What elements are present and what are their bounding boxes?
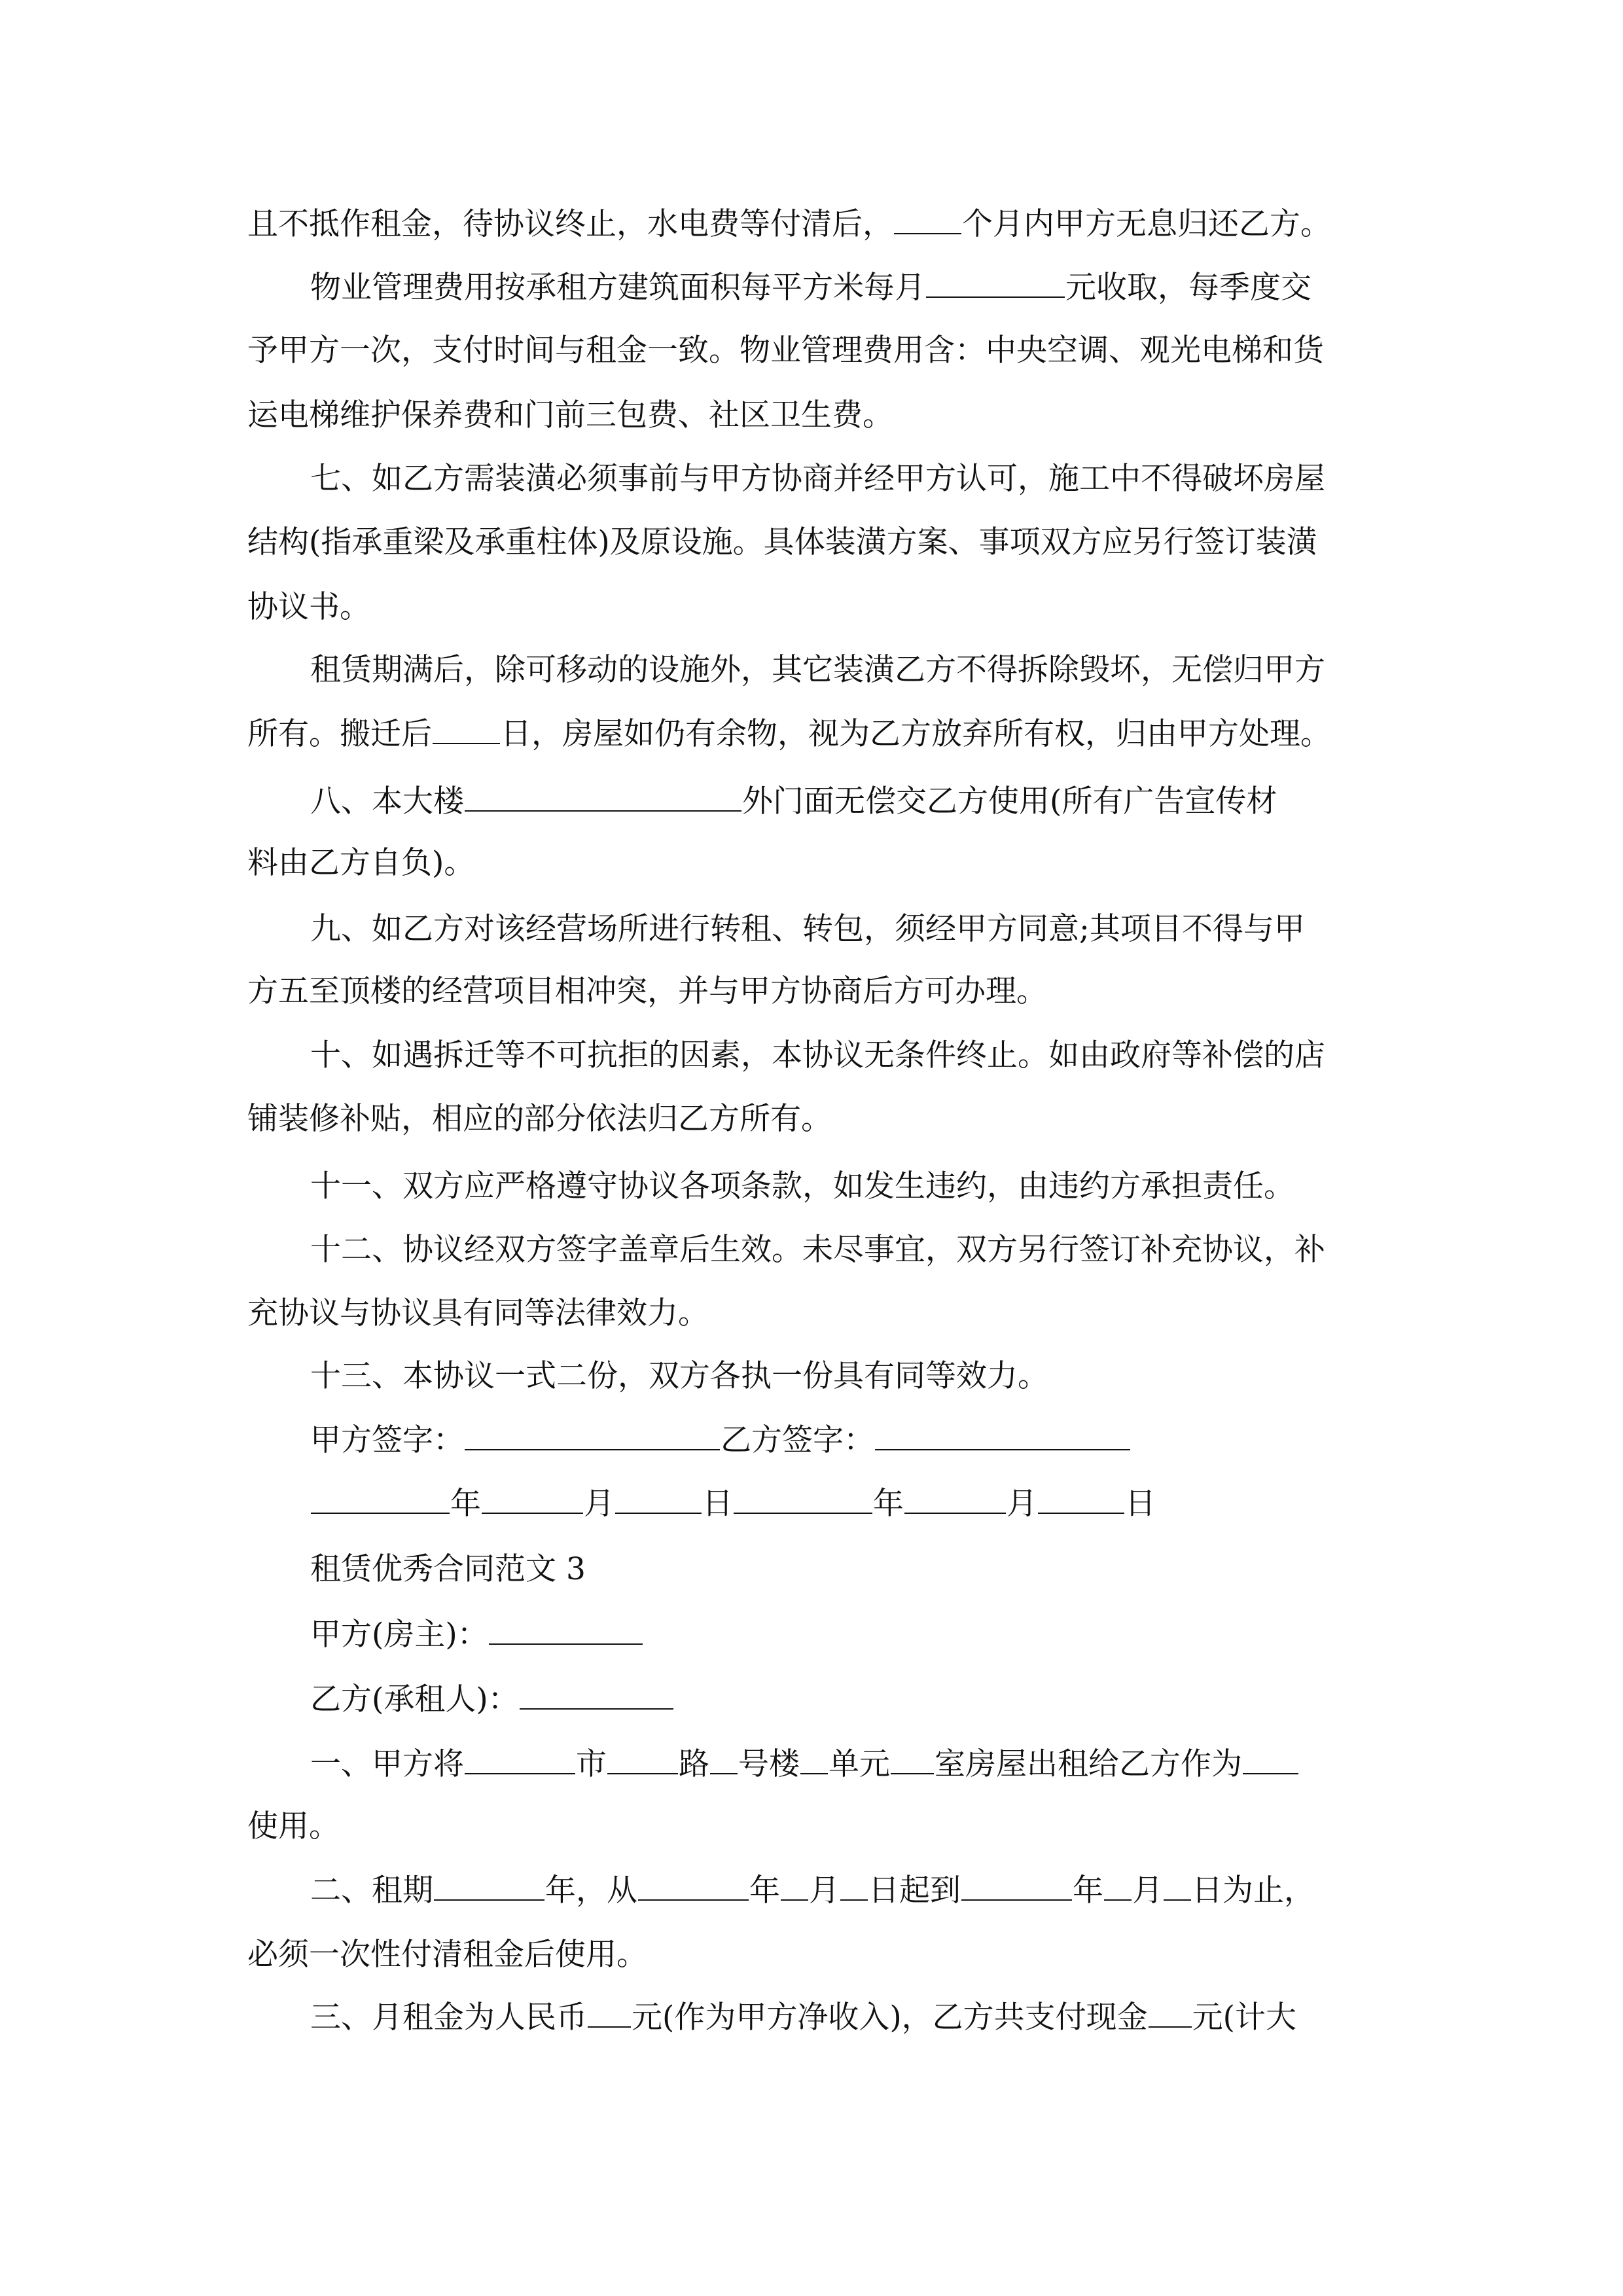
fill-in-blank — [710, 1744, 738, 1774]
fill-in-blank — [961, 1871, 1072, 1901]
fill-in-blank — [638, 1871, 749, 1901]
text-segment: 单元 — [829, 1746, 890, 1782]
text-segment: 八、本大楼 — [310, 783, 464, 819]
text-segment: 租赁期满后，除可移动的设施外，其它装潢乙方不得拆除毁坏，无偿归甲方 — [310, 652, 1325, 688]
text-segment: 月 — [809, 1873, 840, 1909]
fill-in-blank — [311, 1484, 450, 1514]
fill-in-blank — [1149, 1998, 1192, 2028]
fill-in-blank — [891, 1744, 934, 1774]
text-segment: 日 — [1125, 1486, 1156, 1522]
text-line — [247, 523, 1317, 562]
text-segment: 使用。 — [247, 1808, 340, 1844]
text-segment: 元(计大 — [1192, 2000, 1297, 2036]
fill-in-blank — [840, 1871, 868, 1901]
fill-in-blank — [607, 1744, 678, 1774]
fill-in-blank — [588, 1998, 631, 2028]
text-line — [310, 781, 1277, 821]
text-line — [310, 1420, 1131, 1460]
text-segment: 结构(指承重梁及承重柱体)及原设施。具体装潢方案、事项双方应另行签订装潢 — [247, 524, 1317, 560]
text-segment: 乙方签字： — [721, 1422, 874, 1458]
fill-in-blank — [615, 1484, 702, 1514]
fill-in-blank — [434, 1871, 544, 1901]
text-segment: 十三、本协议一式二份，双方各执一份具有同等效力。 — [310, 1358, 1048, 1394]
text-segment: 料由乙方自负)。 — [247, 845, 475, 881]
text-line — [247, 204, 1331, 244]
text-line — [247, 1807, 340, 1846]
text-line — [247, 972, 1047, 1011]
text-segment: 十、如遇拆迁等不可抗拒的因素，本协议无条件终止。如由政府等补偿的店 — [310, 1037, 1325, 1073]
text-line — [310, 1744, 1299, 1784]
text-segment: 日 — [702, 1486, 733, 1522]
text-segment: 日为止， — [1192, 1873, 1315, 1909]
text-segment: 个月内甲方无息归还乙方。 — [962, 206, 1331, 242]
fill-in-blank — [875, 1420, 1130, 1450]
text-segment: 七、如乙方需装潢必须事前与甲方协商并经甲方认可，施工中不得破坏房屋 — [310, 461, 1325, 497]
text-segment: 甲方签字： — [310, 1422, 464, 1458]
text-line — [247, 396, 893, 435]
text-line — [247, 588, 370, 627]
text-segment: 年 — [450, 1486, 481, 1522]
text-segment: 外门面无偿交乙方使用(所有广告宣传材 — [742, 783, 1277, 819]
text-segment: 甲方(房主)： — [310, 1617, 488, 1653]
text-line — [310, 459, 1325, 499]
fill-in-blank — [465, 781, 741, 812]
text-segment: 三、月租金为人民币 — [310, 2000, 587, 2036]
text-segment: 日起到 — [868, 1873, 961, 1909]
text-segment: 年 — [749, 1873, 780, 1909]
text-line — [247, 1100, 832, 1139]
text-segment: 元(作为甲方净收入)，乙方共支付现金 — [632, 2000, 1148, 2036]
text-line — [310, 1550, 586, 1589]
text-line — [247, 844, 474, 883]
text-segment: 元收取，每季度交 — [1065, 270, 1311, 306]
fill-in-blank — [489, 1615, 643, 1645]
fill-in-blank — [465, 1420, 720, 1450]
text-line — [310, 1167, 1294, 1206]
text-segment: 年，从 — [545, 1873, 637, 1909]
text-segment: 月 — [1007, 1486, 1037, 1522]
text-segment: 号楼 — [738, 1746, 800, 1782]
text-segment: 年 — [1073, 1873, 1103, 1909]
text-segment: 市 — [576, 1746, 607, 1782]
text-line — [310, 1615, 643, 1655]
text-segment: 二、租期 — [310, 1873, 433, 1909]
text-segment: 月 — [1132, 1873, 1163, 1909]
text-segment: 协议书。 — [247, 589, 370, 625]
text-segment: 方五至顶楼的经营项目相冲突，并与甲方协商后方可办理。 — [247, 973, 1047, 1009]
text-line — [310, 1871, 1315, 1910]
fill-in-blank — [1164, 1871, 1191, 1901]
fill-in-blank — [800, 1744, 828, 1774]
text-segment: 必须一次性付清租金后使用。 — [247, 1937, 647, 1973]
fill-in-blank — [926, 268, 1065, 298]
text-line — [310, 1679, 674, 1719]
text-line — [310, 1230, 1325, 1270]
text-segment: 且不抵作租金，待协议终止，水电费等付清后， — [247, 206, 893, 242]
text-line — [310, 1357, 1048, 1396]
text-segment: 年 — [873, 1486, 904, 1522]
text-line — [310, 1998, 1296, 2037]
text-line — [247, 714, 1331, 754]
text-segment: 租赁优秀合同范文 3 — [310, 1551, 586, 1587]
text-segment: 乙方(承租人)： — [310, 1681, 519, 1717]
fill-in-blank — [734, 1484, 872, 1514]
text-line — [310, 268, 1311, 308]
fill-in-blank — [1104, 1871, 1132, 1901]
fill-in-blank — [894, 204, 961, 234]
fill-in-blank — [482, 1484, 583, 1514]
text-line — [247, 1935, 647, 1975]
text-line — [310, 1484, 1156, 1524]
text-segment: 日，房屋如仍有余物，视为乙方放弃所有权，归由甲方处理。 — [501, 716, 1331, 752]
text-segment: 室房屋出租给乙方作为 — [935, 1746, 1242, 1782]
text-line — [310, 651, 1325, 690]
fill-in-blank — [520, 1679, 673, 1710]
text-segment: 月 — [584, 1486, 615, 1522]
text-line — [310, 910, 1305, 949]
fill-in-blank — [781, 1871, 808, 1901]
text-segment: 一、甲方将 — [310, 1746, 464, 1782]
fill-in-blank — [1038, 1484, 1124, 1514]
text-segment: 铺装修补贴，相应的部分依法归乙方所有。 — [247, 1101, 832, 1137]
fill-in-blank — [465, 1744, 575, 1774]
text-line — [310, 1036, 1325, 1075]
text-segment: 九、如乙方对该经营场所进行转租、转包，须经甲方同意;其项目不得与甲 — [310, 911, 1305, 947]
text-segment: 十一、双方应严格遵守协议各项条款，如发生违约，由违约方承担责任。 — [310, 1168, 1294, 1204]
text-segment: 十二、协议经双方签字盖章后生效。未尽事宜，双方另行签订补充协议，补 — [310, 1232, 1325, 1268]
fill-in-blank — [1243, 1744, 1298, 1774]
text-segment: 运电梯维护保养费和门前三包费、社区卫生费。 — [247, 397, 893, 433]
text-segment: 所有。搬迁后 — [247, 716, 432, 752]
text-line — [247, 1294, 709, 1333]
text-segment: 充协议与协议具有同等法律效力。 — [247, 1295, 709, 1331]
text-segment: 路 — [679, 1746, 709, 1782]
fill-in-blank — [904, 1484, 1006, 1514]
text-line — [247, 331, 1324, 370]
text-segment: 予甲方一次，支付时间与租金一致。物业管理费用含：中央空调、观光电梯和货 — [247, 332, 1324, 368]
fill-in-blank — [433, 714, 500, 744]
text-segment: 物业管理费用按承租方建筑面积每平方米每月 — [310, 270, 925, 306]
